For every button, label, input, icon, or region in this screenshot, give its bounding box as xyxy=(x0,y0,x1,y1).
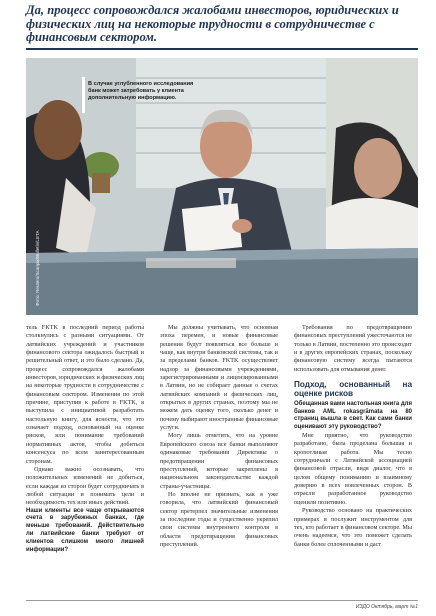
interview-question: Наши клиенты все чаще открываются счета в зарубежных банках, где меньше требований. Действительно ли латвийские банки требуют от клиентов слишком много лишней информации? xyxy=(26,507,144,553)
paragraph: Требования по предотвращению финансовых преступлений ужесточаются не только в Латвии, постепенно это происходит и в других европейских странах, поскольку финансовую систему всегда пытаются использовать для отмывания денег. xyxy=(294,324,412,373)
interview-question: Обещанная вами настольная книга для банков AML rokasgrāmata на 80 страниц вышла в свет. Как сами банки оценивают эту руководство? xyxy=(294,400,412,431)
section-subheading: Подход, основанный на оценке рисков xyxy=(294,380,412,399)
paragraph: Но вполне не признать, как я уже говорила, что латвийский финансовый сектор претерпел значительные изменения за последние годы и существенно укрепил свои системы внутреннего контроля в области предотвращения финансовых преступлений. xyxy=(160,490,278,548)
caption-marker xyxy=(82,77,85,113)
pull-quote: Да, процесс сопровождался жалобами инвесторов, юридических и физических лиц на некоторые трудности в сотрудничестве с финансовым сектором. xyxy=(26,3,399,45)
article-photo xyxy=(26,58,418,315)
footer-rule xyxy=(26,600,418,601)
photo-credit-text: Фото: Reuters/Scanpix/Bulletin/LETA xyxy=(35,230,40,306)
paragraph: Руководство основано на практических примерах и послужит инструментом для тех, кто работает в финансовом секторе. Мы очень надеемся, что это поможет сделать банки более сплоченными и даст xyxy=(294,507,412,548)
header-rule xyxy=(26,48,418,50)
photo-credit xyxy=(30,198,40,308)
text-column-2 xyxy=(160,324,278,549)
text-column-1 xyxy=(26,324,144,554)
paragraph: Однако важно осознавать, что положительных изменений не добиться, если каждая из сторон будет сотрудничать в любой ситуации и понимать цели и необходимость тех или иных действий. xyxy=(26,465,144,507)
paragraph: Мне приятно, что руководство разработано, была проделана большая и кропотливая работа. Мы тесно сотрудничали с Латвийской ассоциацией финансовой отрасли, видя диалог, что в целом общему пониманию и взаимному доверию в всех вовлеченных сторон. В отрасли разработанное руководство оценили позитивно. xyxy=(294,432,412,506)
page-footer: ИЗДО Октябрь, март №1 xyxy=(355,604,418,610)
paragraph: тель FKTK в последний период работы столкнулись с разными ситуациями. От латвийских учреждений и участников финансового сектора ожидалось быстрый и решительный ответ, и это было сделано. Да, процесс сопровождался жалобами инвесторов, юридических и физических лиц на некоторые трудности в сотрудничестве с финансовым сектором. Изменения по этой причине, приступив к работе в FKTK, я выступила с инициативой разработать настольную книгу, для ясности, что это означает подход, основанный на оценке рисков, или понимание требований нормативных актов, чтобы добиться консенсуса по всем заинтересованным сторонам. xyxy=(26,324,144,465)
paragraph: Мы должны учитывать, что основная эпоха перемен, и новые финансовые решения будут появляться все больше и чаще, как внутри банковской системы, так и за пределами банков. FKTK осуществляет надзор за финансовыми учреждениями, зарегистрированными и лицензированными в Латвии, но не собирает данные о счетах латвийских компаний и физических лиц, открытых в других странах, поэтому мы не можем дать оценку того, сколько денег и почему выбирают иностранные финансовые услуги. xyxy=(160,324,278,432)
text-column-3 xyxy=(294,324,412,549)
paragraph: Могу лишь отметить, что на уровне Европейского союза все банки выполняют одинаковые требования Директивы о предотвращении финансовых преступлений, которые закреплены в национальном законодательстве каждой страны-участницы. xyxy=(160,432,278,490)
photo-caption: В случае углубленного исследования банк может затребовать у клиента дополнительную информацию. xyxy=(88,81,194,101)
